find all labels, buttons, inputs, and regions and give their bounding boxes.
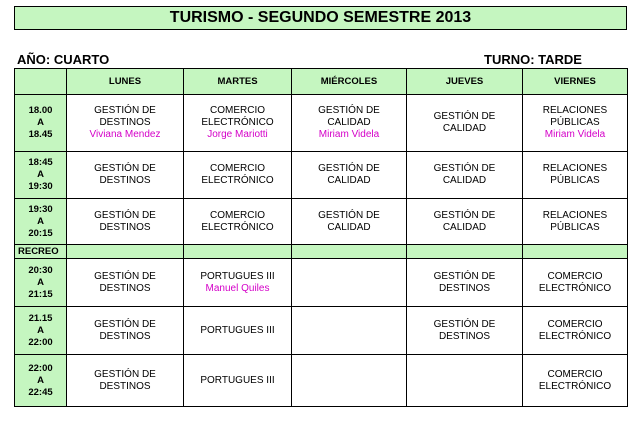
subject-text: PÚBLICAS xyxy=(550,175,600,186)
page-title: TURISMO - SEGUNDO SEMESTRE 2013 xyxy=(14,6,627,30)
class-cell xyxy=(67,95,184,152)
time-slot-text: 22:45 xyxy=(28,386,53,398)
teacher-name: Manuel Quiles xyxy=(205,282,270,294)
subject-text: DESTINOS xyxy=(438,330,491,342)
subject-text: ELECTRÓNICO xyxy=(201,117,274,128)
subject-text: GESTIÓN DE xyxy=(94,318,156,330)
subject-text: COMERCIO xyxy=(547,368,603,380)
class-cell xyxy=(407,259,523,307)
subject-text: GESTIÓN DE xyxy=(94,368,156,380)
day-header-miercoles: MIÉRCOLES xyxy=(292,69,407,95)
subject-text: CALIDAD xyxy=(442,175,487,186)
time-slot-text: A xyxy=(37,276,44,288)
class-cell xyxy=(407,307,523,355)
time-slot-text: A xyxy=(37,215,44,227)
recreo-cell xyxy=(184,245,292,259)
class-cell xyxy=(67,307,184,355)
day-header-martes: MARTES xyxy=(184,69,292,95)
teacher-name: Jorge Mariotti xyxy=(207,129,268,140)
subject-text: GESTIÓN DE xyxy=(433,318,496,330)
subject-text: DESTINOS xyxy=(99,221,151,233)
class-cell xyxy=(292,307,407,355)
subject-text: GESTIÓN DE xyxy=(94,105,156,116)
time-slot-text: A xyxy=(37,117,44,128)
subject-text: COMERCIO xyxy=(210,163,265,174)
recreo-label: RECREO xyxy=(15,245,67,259)
time-slot-cell xyxy=(15,152,67,199)
table-row xyxy=(15,152,628,199)
table-row xyxy=(15,95,628,152)
table-row xyxy=(15,355,628,407)
time-slot-text: 19:30 xyxy=(28,181,53,192)
class-cell xyxy=(184,259,292,307)
subject-text: GESTIÓN DE xyxy=(318,163,380,174)
class-cell xyxy=(523,307,628,355)
subject-text: PORTUGUES III xyxy=(200,270,275,282)
subject-text: COMERCIO xyxy=(547,318,603,330)
subject-text: ELECTRÓNICO xyxy=(538,380,612,392)
table-row xyxy=(15,199,628,245)
subject-text: GESTIÓN DE xyxy=(433,209,496,221)
teacher-name: Miriam Videla xyxy=(318,129,380,140)
schedule-body xyxy=(15,95,628,407)
class-cell xyxy=(407,199,523,245)
time-slot-text: 18:45 xyxy=(28,157,53,168)
subject-text: RELACIONES xyxy=(542,163,608,174)
time-slot-cell xyxy=(15,199,67,245)
class-cell xyxy=(407,152,523,199)
table-row xyxy=(15,307,628,355)
time-slot-cell xyxy=(15,259,67,307)
time-slot-text: 18.45 xyxy=(28,129,53,140)
time-slot-text: 22:00 xyxy=(28,362,53,374)
class-cell xyxy=(67,259,184,307)
subject-text: CALIDAD xyxy=(327,175,371,186)
time-slot-text: A xyxy=(37,324,44,336)
year-label: AÑO: CUARTO xyxy=(17,52,110,67)
class-cell xyxy=(292,199,407,245)
recreo-cell xyxy=(407,245,523,259)
recreo-cell xyxy=(523,245,628,259)
subject-text: GESTIÓN DE xyxy=(433,111,496,122)
subject-text: GESTIÓN DE xyxy=(94,209,156,221)
subject-text: PORTUGUES III xyxy=(200,324,275,336)
teacher-name: Miriam Videla xyxy=(544,129,606,140)
subject-text: DESTINOS xyxy=(99,380,151,392)
class-cell xyxy=(292,95,407,152)
class-cell xyxy=(523,199,628,245)
class-cell xyxy=(523,259,628,307)
time-slot-text: 21:15 xyxy=(28,288,53,300)
class-cell xyxy=(407,95,523,152)
subject-text: COMERCIO xyxy=(210,105,265,116)
subject-text: GESTIÓN DE xyxy=(433,270,496,282)
subject-text: DESTINOS xyxy=(99,117,151,128)
class-cell xyxy=(67,199,184,245)
time-slot-text: 20:15 xyxy=(28,227,53,239)
class-cell xyxy=(184,152,292,199)
subject-text: DESTINOS xyxy=(99,175,151,186)
time-slot-text: A xyxy=(37,374,44,386)
subject-text: ELECTRÓNICO xyxy=(538,330,612,342)
recreo-cell xyxy=(292,245,407,259)
teacher-name: Viviana Mendez xyxy=(89,129,161,140)
time-slot-text: 20:30 xyxy=(28,264,53,276)
subject-text: RELACIONES xyxy=(542,209,608,221)
shift-label: TURNO: TARDE xyxy=(484,52,582,67)
subject-text: CALIDAD xyxy=(327,117,371,128)
subject-text: ELECTRÓNICO xyxy=(201,221,274,233)
class-cell xyxy=(292,259,407,307)
class-cell xyxy=(184,307,292,355)
subject-text: COMERCIO xyxy=(547,270,603,282)
class-cell xyxy=(184,95,292,152)
subject-text: CALIDAD xyxy=(442,123,487,134)
subject-text: RELACIONES xyxy=(542,105,608,116)
time-slot-text: A xyxy=(37,169,44,180)
table-row xyxy=(15,259,628,307)
subject-text: PÚBLICAS xyxy=(550,117,600,128)
class-cell xyxy=(523,355,628,407)
subject-text: GESTIÓN DE xyxy=(318,209,380,221)
corner-cell xyxy=(15,69,67,95)
subject-text: PORTUGUES III xyxy=(200,374,275,386)
class-cell xyxy=(67,355,184,407)
time-slot-cell xyxy=(15,355,67,407)
class-cell xyxy=(184,355,292,407)
schedule-table xyxy=(14,68,628,407)
subject-text: ELECTRÓNICO xyxy=(538,282,612,294)
subject-text: ELECTRÓNICO xyxy=(201,175,274,186)
subject-text: CALIDAD xyxy=(442,221,487,233)
subject-text: GESTIÓN DE xyxy=(318,105,380,116)
day-header-viernes: VIERNES xyxy=(523,69,628,95)
recreo-row xyxy=(15,245,628,259)
subject-text: CALIDAD xyxy=(327,221,371,233)
time-slot-text: 18.00 xyxy=(28,105,53,116)
time-slot-cell xyxy=(15,307,67,355)
subject-text: PÚBLICAS xyxy=(550,221,600,233)
subject-text: GESTIÓN DE xyxy=(433,163,496,174)
class-cell xyxy=(292,152,407,199)
class-cell xyxy=(523,95,628,152)
class-cell xyxy=(184,199,292,245)
time-slot-text: 21.15 xyxy=(28,312,53,324)
class-cell xyxy=(67,152,184,199)
day-header-jueves: JUEVES xyxy=(407,69,523,95)
subject-text: GESTIÓN DE xyxy=(94,270,156,282)
class-cell xyxy=(292,355,407,407)
class-cell xyxy=(523,152,628,199)
subject-text: GESTIÓN DE xyxy=(94,163,156,174)
subject-text: COMERCIO xyxy=(210,209,265,221)
class-cell xyxy=(407,355,523,407)
time-slot-text: 22:00 xyxy=(28,336,53,348)
subject-text: DESTINOS xyxy=(438,282,491,294)
time-slot-text: 19:30 xyxy=(28,203,53,215)
recreo-cell xyxy=(67,245,184,259)
subject-text: DESTINOS xyxy=(99,282,151,294)
subject-text: DESTINOS xyxy=(99,330,151,342)
table-header-row xyxy=(15,69,628,95)
day-header-lunes: LUNES xyxy=(67,69,184,95)
time-slot-cell xyxy=(15,95,67,152)
